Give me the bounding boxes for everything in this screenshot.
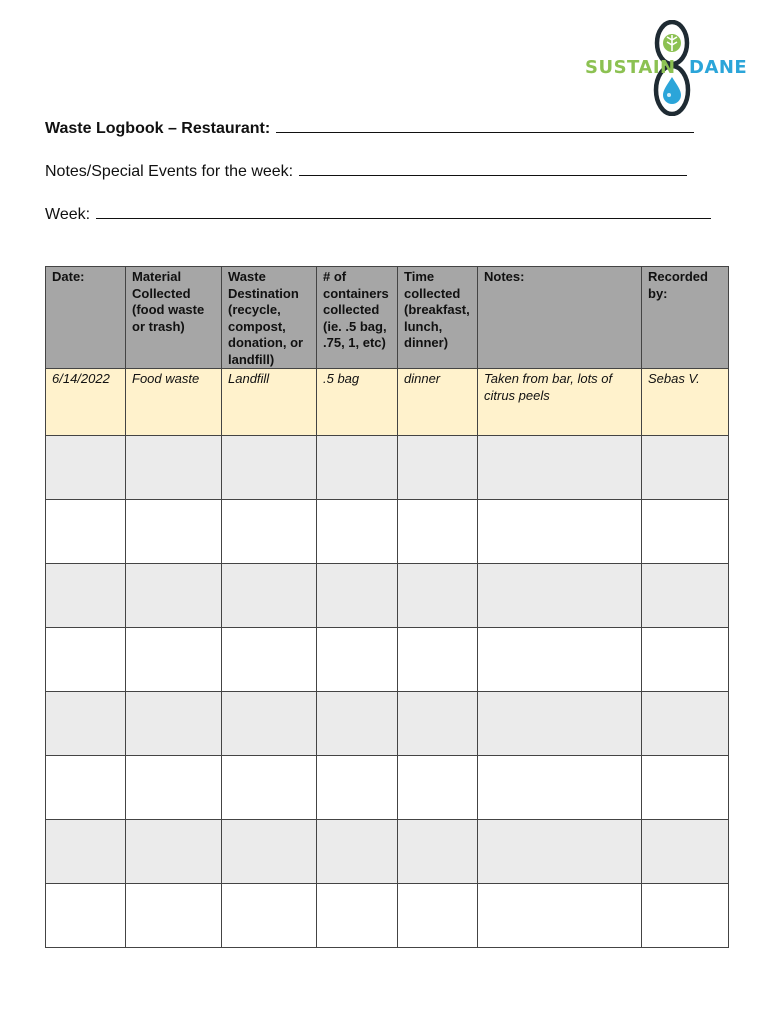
- column-header-destination: Waste Destination (recycle, compost, donation, or landfill): [222, 267, 317, 369]
- table-cell[interactable]: [398, 820, 478, 884]
- column-header-material: Material Collected (food waste or trash): [126, 267, 222, 369]
- table-cell[interactable]: [126, 500, 222, 564]
- table-cell[interactable]: [478, 756, 642, 820]
- table-cell[interactable]: [478, 564, 642, 628]
- table-cell[interactable]: [317, 884, 398, 948]
- table-cell[interactable]: [398, 500, 478, 564]
- table-cell[interactable]: [46, 692, 126, 756]
- table-cell[interactable]: [478, 628, 642, 692]
- table-cell[interactable]: [126, 884, 222, 948]
- table-row: [46, 820, 729, 884]
- example-time[interactable]: dinner: [398, 369, 478, 436]
- table-cell[interactable]: [478, 436, 642, 500]
- column-header-date: Date:: [46, 267, 126, 369]
- table-cell[interactable]: [222, 564, 317, 628]
- table-cell[interactable]: [642, 628, 729, 692]
- table-cell[interactable]: [478, 820, 642, 884]
- table-cell[interactable]: [478, 500, 642, 564]
- table-cell[interactable]: [126, 692, 222, 756]
- table-cell[interactable]: [478, 884, 642, 948]
- table-cell[interactable]: [46, 500, 126, 564]
- example-recorded-by[interactable]: Sebas V.: [642, 369, 729, 436]
- table-cell[interactable]: [222, 628, 317, 692]
- table-cell[interactable]: [222, 500, 317, 564]
- example-containers[interactable]: .5 bag: [317, 369, 398, 436]
- water-drop-icon: [663, 77, 681, 104]
- table-cell[interactable]: [46, 756, 126, 820]
- table-cell[interactable]: [46, 436, 126, 500]
- table-row: [46, 628, 729, 692]
- table-cell[interactable]: [642, 884, 729, 948]
- table-cell[interactable]: [317, 564, 398, 628]
- table-cell[interactable]: [222, 820, 317, 884]
- sustain-dane-logo: [583, 20, 748, 116]
- logo-text-dane: DANE: [689, 57, 748, 78]
- table-cell[interactable]: [398, 756, 478, 820]
- example-material[interactable]: Food waste: [126, 369, 222, 436]
- table-cell[interactable]: [317, 500, 398, 564]
- table-cell[interactable]: [398, 884, 478, 948]
- table-cell[interactable]: [126, 820, 222, 884]
- table-row: [46, 500, 729, 564]
- week-field: [45, 204, 711, 225]
- example-notes[interactable]: Taken from bar, lots of citrus peels: [478, 369, 642, 436]
- table-cell[interactable]: [126, 628, 222, 692]
- example-destination[interactable]: Landfill: [222, 369, 317, 436]
- table-cell[interactable]: [642, 436, 729, 500]
- notes-blank-line[interactable]: [299, 161, 687, 176]
- column-header-notes: Notes:: [478, 267, 642, 369]
- table-cell[interactable]: [317, 692, 398, 756]
- week-label: Week:: [45, 206, 91, 223]
- notes-label: Notes/Special Events for the week:: [45, 163, 294, 180]
- table-cell[interactable]: [222, 436, 317, 500]
- table-cell[interactable]: [642, 500, 729, 564]
- table-cell[interactable]: [398, 436, 478, 500]
- table-header-row: [46, 267, 729, 369]
- logo-text-sustain: SUSTAIN: [585, 57, 676, 78]
- table-row: [46, 756, 729, 820]
- table-row: [46, 564, 729, 628]
- table-cell[interactable]: [126, 756, 222, 820]
- table-cell[interactable]: [222, 884, 317, 948]
- table-cell[interactable]: [642, 564, 729, 628]
- table-cell[interactable]: [126, 564, 222, 628]
- table-cell[interactable]: [642, 820, 729, 884]
- table-row: [46, 436, 729, 500]
- table-row: [46, 884, 729, 948]
- table-cell[interactable]: [317, 628, 398, 692]
- example-row: [46, 369, 729, 436]
- notes-field: [45, 161, 687, 182]
- table-cell[interactable]: [126, 436, 222, 500]
- table-cell[interactable]: [222, 692, 317, 756]
- column-header-containers: # of containers collected (ie. .5 bag, .75, 1, etc): [317, 267, 398, 369]
- table-cell[interactable]: [46, 628, 126, 692]
- table-cell[interactable]: [317, 820, 398, 884]
- example-date[interactable]: 6/14/2022: [46, 369, 126, 436]
- table-cell[interactable]: [46, 564, 126, 628]
- restaurant-field: [45, 118, 694, 139]
- restaurant-blank-line[interactable]: [276, 118, 694, 133]
- table-cell[interactable]: [398, 692, 478, 756]
- table-cell[interactable]: [398, 564, 478, 628]
- column-header-time: Time collected (breakfast, lunch, dinner): [398, 267, 478, 369]
- waste-log-table: [45, 266, 729, 948]
- restaurant-label: Waste Logbook – Restaurant:: [45, 120, 271, 137]
- table-cell[interactable]: [317, 756, 398, 820]
- table-cell[interactable]: [478, 692, 642, 756]
- table-cell[interactable]: [46, 820, 126, 884]
- table-cell[interactable]: [398, 628, 478, 692]
- table-cell[interactable]: [222, 756, 317, 820]
- table-row: [46, 692, 729, 756]
- column-header-recorded-by: Recorded by:: [642, 267, 729, 369]
- table-cell[interactable]: [642, 756, 729, 820]
- table-cell[interactable]: [642, 692, 729, 756]
- table-cell[interactable]: [46, 884, 126, 948]
- table-cell[interactable]: [317, 436, 398, 500]
- week-blank-line[interactable]: [96, 204, 711, 219]
